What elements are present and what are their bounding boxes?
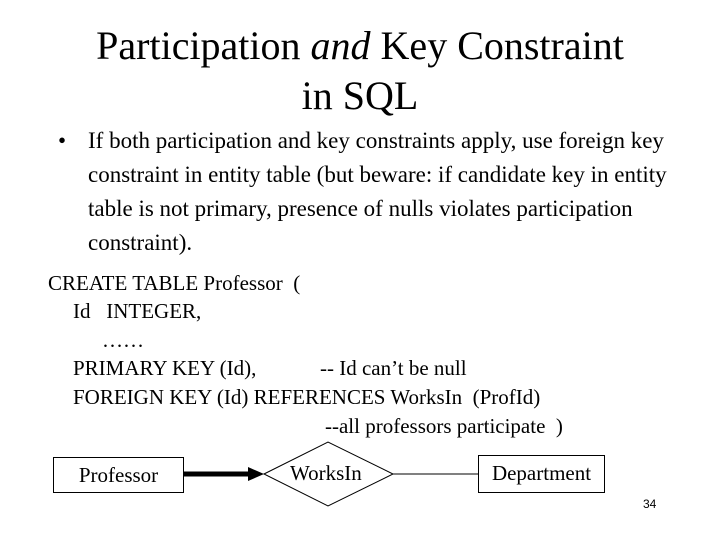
bullet-marker: •	[58, 128, 67, 153]
code-line-foreign-key: FOREIGN KEY (Id) REFERENCES WorksIn (ProfId)	[73, 385, 541, 409]
code-line-ellipsis: ……	[102, 328, 144, 352]
entity-professor-label: Professor	[78, 463, 159, 487]
title-part-and: and	[310, 23, 371, 68]
code-comment-participate: --all professors participate )	[325, 414, 563, 438]
slide-title-line2: in SQL	[301, 73, 419, 118]
code-line-create-table: CREATE TABLE Professor (	[48, 271, 301, 295]
code-line-primary-key: PRIMARY KEY (Id),	[73, 356, 257, 380]
entity-professor	[53, 457, 184, 493]
code-comment-not-null: -- Id can’t be null	[320, 356, 467, 380]
title-part-participation: Participation	[96, 23, 311, 68]
title-part-key-constraint: Key Constraint	[370, 23, 624, 68]
key-constraint-arrowhead	[248, 467, 264, 481]
relationship-workin-label: WorksIn	[290, 461, 362, 485]
bullet-text: If both participation and key constraints apply, use foreign key constraint in entity table (but beware: if candidate key in entity table is not primary, presence of nulls violates participation constraint).	[88, 128, 667, 255]
entity-department-label: Department	[491, 461, 592, 485]
page-number: 34	[643, 497, 657, 511]
entity-department	[478, 455, 605, 493]
code-line-id-integer: Id INTEGER,	[73, 299, 202, 323]
